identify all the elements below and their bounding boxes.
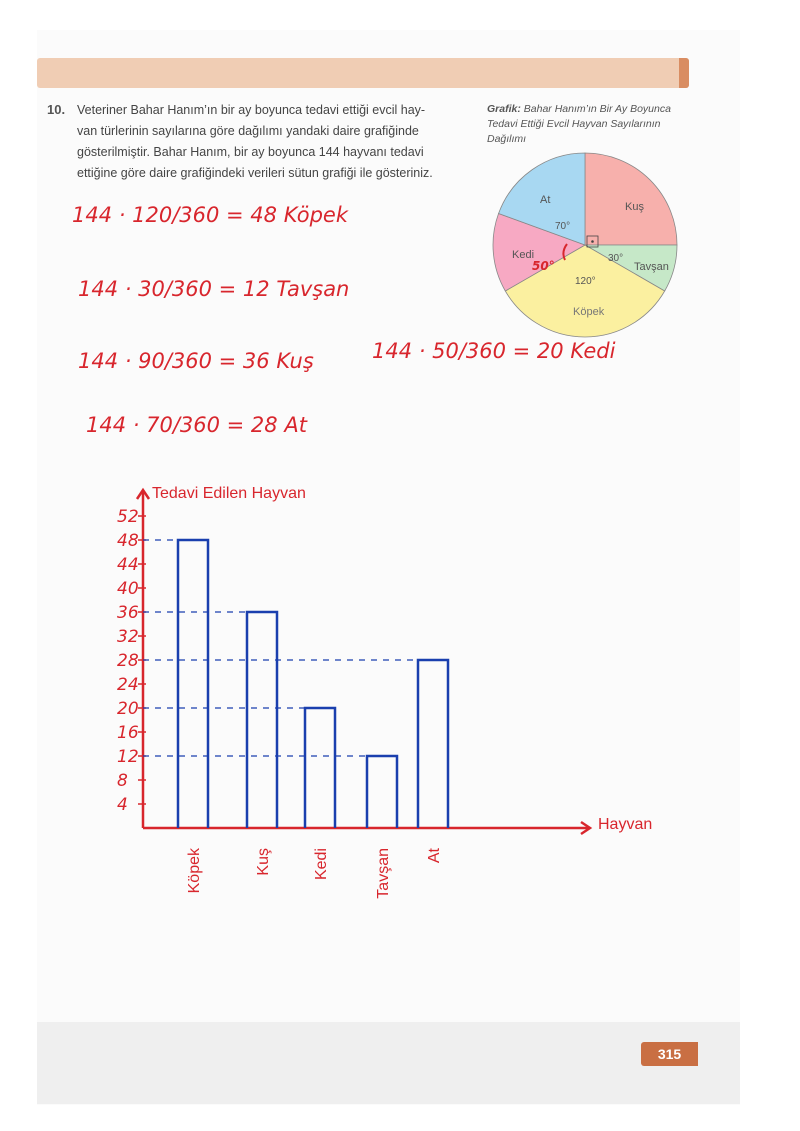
pie-angle-tavsan: 30°	[608, 253, 624, 264]
calc-at: 144 · 70/360 = 28 At	[86, 413, 307, 437]
pie-title-line2: Tedavi Ettiği Evcil Hayvan Sayılarının	[487, 118, 661, 130]
bar-kedi	[305, 708, 335, 828]
bar-chart-layer	[117, 490, 590, 899]
y-tick-label: 52	[117, 507, 139, 527]
pie-label-tavsan: Tavşan	[634, 261, 669, 273]
y-tick-label: 36	[117, 603, 139, 623]
pie-title-rest: Bahar Hanım’ın Bir Ay Boyunca	[520, 103, 671, 115]
pie-title-line3: Dağılımı	[487, 133, 527, 145]
y-tick-label: 24	[117, 675, 139, 695]
calc-kopek: 144 · 120/360 = 48 Köpek	[72, 203, 348, 227]
pie-label-kus: Kuş	[625, 201, 644, 213]
y-axis-label: Tedavi Edilen Hayvan	[152, 485, 306, 502]
y-tick-label: 4	[117, 795, 128, 815]
pie-angle-kopek: 120°	[575, 276, 596, 287]
question-line: ettiğine göre daire grafiğindeki verileri sütun grafiği ile gösteriniz.	[77, 166, 433, 180]
calc-tavsan: 144 · 30/360 = 12 Tavşan	[78, 277, 350, 301]
bar-tavşan	[367, 756, 397, 828]
kedi-angle-handwritten: 50°	[532, 259, 555, 273]
y-tick-label: 32	[117, 627, 139, 647]
x-tick-label: Köpek	[186, 848, 203, 894]
question-number: 10.	[47, 102, 66, 117]
calc-kus: 144 · 90/360 = 36 Kuş	[78, 349, 314, 373]
question-line: Veteriner Bahar Hanım’ın bir ay boyunca tedavi ettiği evcil hay-	[77, 103, 426, 117]
x-tick-label: At	[426, 848, 443, 864]
x-axis-label: Hayvan	[598, 816, 653, 833]
pie-label-kedi: Kedi	[512, 249, 535, 261]
pie-angle-at: 70°	[555, 221, 571, 232]
y-tick-label: 16	[117, 723, 139, 743]
x-tick-label: Tavşan	[375, 848, 392, 899]
y-tick-label: 44	[117, 555, 139, 575]
x-tick-label: Kedi	[313, 848, 330, 881]
y-tick-label: 20	[117, 699, 139, 719]
y-tick-label: 48	[117, 531, 139, 551]
y-tick-label: 40	[117, 579, 139, 599]
pie-label-kopek: Köpek	[573, 306, 605, 318]
y-tick-label: 8	[117, 771, 128, 791]
calc-kedi: 144 · 50/360 = 20 Kedi	[372, 339, 616, 363]
page-number: 315	[641, 1042, 698, 1066]
bar-köpek	[178, 540, 208, 828]
question-line: van türlerinin sayılarına göre dağılımı yandaki daire grafiğinde	[77, 124, 419, 138]
y-tick-label: 28	[117, 651, 139, 671]
pie-label-at: At	[540, 194, 551, 206]
pie-title-bold: Grafik:	[487, 103, 521, 115]
x-tick-label: Kuş	[255, 848, 272, 876]
bar-kuş	[247, 612, 277, 828]
y-tick-label: 12	[117, 747, 139, 767]
bar-at	[418, 660, 448, 828]
question-line: gösterilmiştir. Bahar Hanım, bir ay boyunca 144 hayvanı tedavi	[77, 145, 424, 159]
